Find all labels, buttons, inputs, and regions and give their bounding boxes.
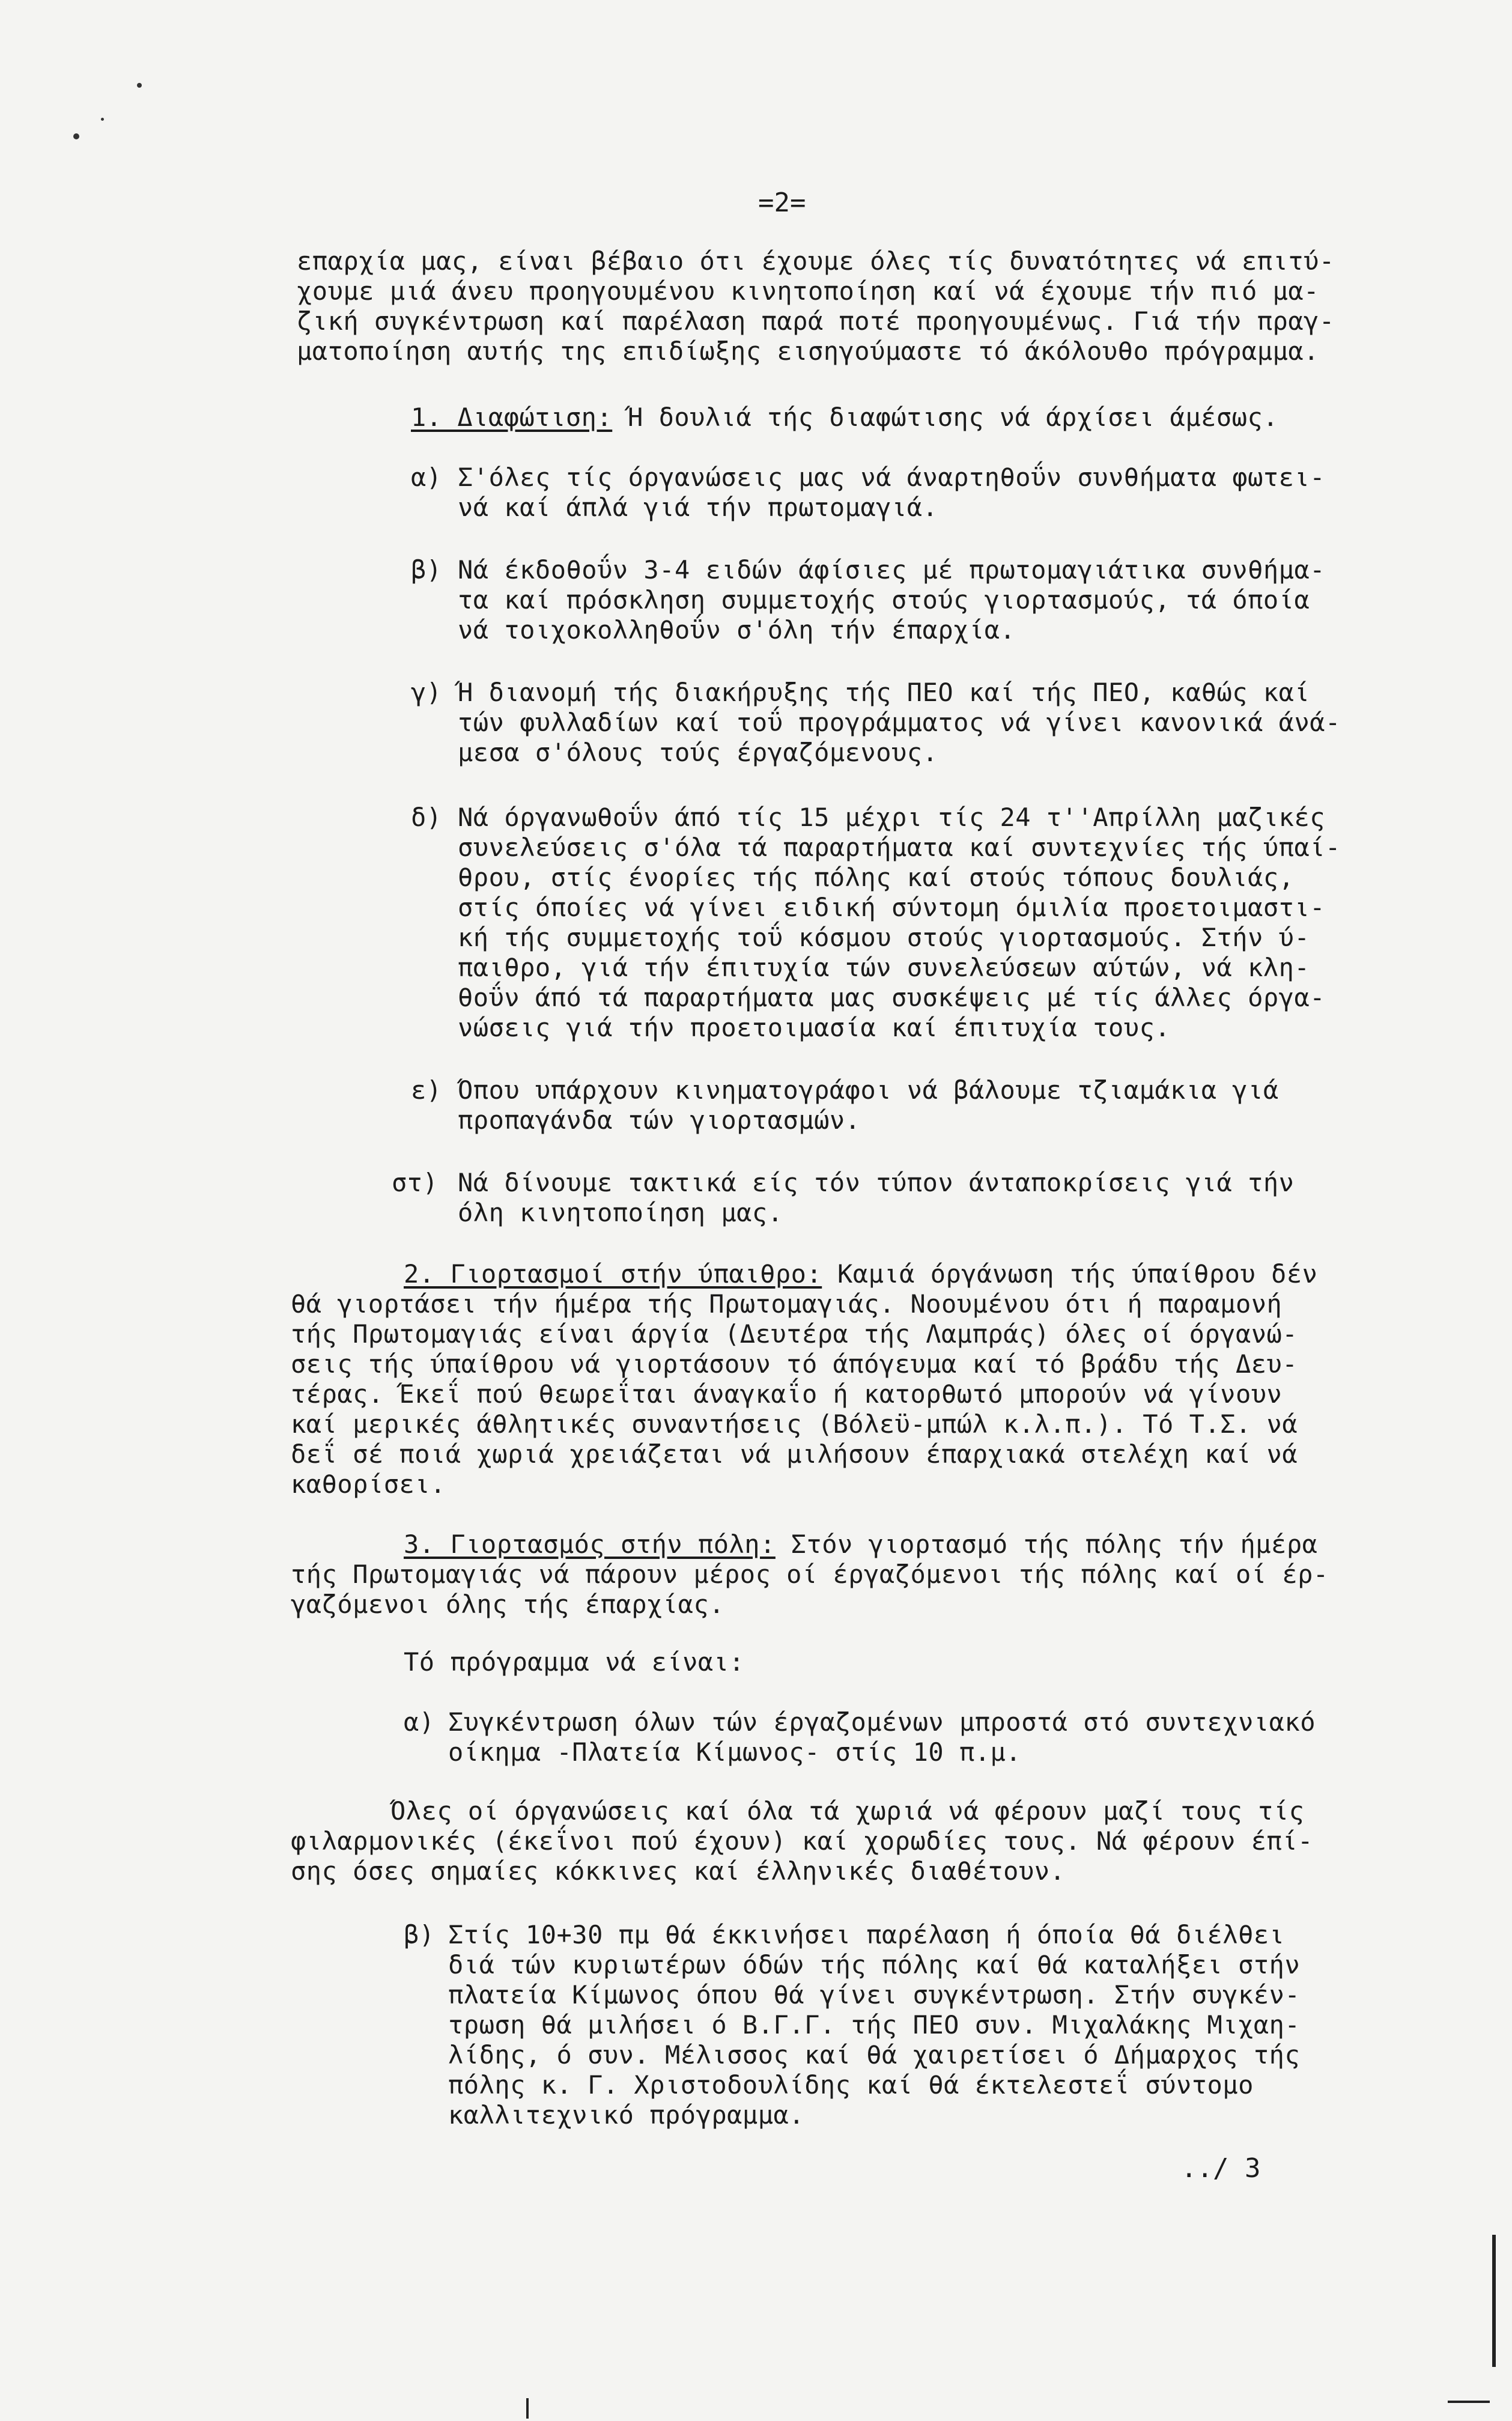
item-line: οίκημα -Πλατεία Κίμωνος- στίς 10 π.μ. — [448, 1737, 1022, 1767]
item-line: καλλιτεχνικό πρόγραμμα. — [448, 2100, 805, 2130]
intro-line: ματοποίηση αυτής της επιδίωξης εισηγούμαστε τό άκόλουθο πρόγραμμα. — [297, 336, 1319, 366]
section-2-heading: 2. Γιορτασμοί στήν ύπαιθρο: — [404, 1259, 822, 1289]
intro-line: χουμε μιά άνευ προηγουμένου κινητοποίηση καί νά έχουμε τήν πιό μα- — [297, 276, 1319, 306]
item-line: νώσεις γιά τήν προετοιμασία καί έπιτυχία τους. — [458, 1013, 1171, 1042]
scan-edge-mark — [526, 2398, 529, 2419]
item-line: θρου, στίς ένορίες τής πόλης καί στούς τόπους δουλιάς, — [458, 863, 1295, 892]
section-2-first-line — [404, 1259, 1317, 1289]
note-line: Όλες οί όργανώσεις καί όλα τά χωριά νά φέρουν μαζί τους τίς — [390, 1796, 1305, 1826]
item-line: Ή διανομή τής διακήρυξης τής ΠΕΟ καί τής ΠΕΟ, καθώς καί — [458, 678, 1310, 707]
scan-speck — [73, 133, 79, 139]
item-line: πόλης κ. Γ. Χριστοδουλίδης καί θά έκτελεστεΐ σύντομο — [448, 2070, 1254, 2100]
item-line: λίδης, ό συν. Μέλισσος καί θά χαιρετίσει ό Δήμαρχος τής — [448, 2040, 1301, 2070]
section-1-heading-line — [411, 402, 1278, 433]
item-line: στίς όποίες νά γίνει ειδική σύντομη όμιλία προετοιμαστι- — [458, 893, 1326, 922]
section-2-line: τέρας. Έκεΐ πού θεωρεΐται άναγκαΐο ή κατορθωτό μπορούν νά γίνουν — [291, 1379, 1283, 1409]
scan-edge-mark — [1448, 2401, 1490, 2403]
section-3-first-rest: Στόν γιορτασμό τής πόλης τήν ήμέρα — [775, 1529, 1318, 1559]
item-line: διά τών κυριωτέρων όδών τής πόλης καί θά καταλήξει στήν — [448, 1950, 1301, 1979]
item-marker: γ) — [411, 678, 442, 707]
item-line: νά καί άπλά γιά τήν πρωτομαγιά. — [458, 493, 938, 522]
item-line: Σ'όλες τίς όργανώσεις μας νά άναρτηθοΰν συνθήματα φωτει- — [458, 463, 1326, 492]
section-2-line: σεις τής ύπαίθρου νά γιορτάσουν τό άπόγευμα καί τό βράδυ τής Δευ- — [291, 1349, 1298, 1379]
section-3-line: γαζόμενοι όλης τής έπαρχίας. — [291, 1590, 725, 1619]
scan-speck — [101, 118, 104, 121]
note-line: φιλαρμονικές (έκεΐνοι πού έχουν) καί χορωδίες τους. Νά φέρουν έπί- — [291, 1826, 1313, 1856]
section-3-first-line — [404, 1529, 1317, 1560]
item-line: όλη κινητοποίηση μας. — [458, 1198, 783, 1227]
item-line: προπαγάνδα τών γιορτασμών. — [458, 1105, 861, 1135]
section-2-line: δεΐ σέ ποιά χωριά χρειάζεται νά μιλήσουν έπαρχιακά στελέχη καί νά — [291, 1439, 1298, 1469]
item-line: Νά δίνουμε τακτικά είς τόν τύπον άνταποκρίσεις γιά τήν — [458, 1168, 1295, 1197]
item-line: Συγκέντρωση όλων τών έργαζομένων μπροστά στό συντεχνιακό — [448, 1707, 1316, 1737]
scan-edge-mark — [1492, 2235, 1496, 2367]
section-2-line: καί μερικές άθλητικές συναντήσεις (Βόλεϋ-μπώλ κ.λ.π.). Τό Τ.Σ. νά — [291, 1409, 1298, 1439]
item-line: παιθρο, γιά τήν έπιτυχία τών συνελεύσεων αύτών, νά κλη- — [458, 953, 1310, 982]
item-marker: δ) — [411, 803, 442, 832]
item-line: μεσα σ'όλους τούς έργαζόμενους. — [458, 738, 938, 767]
item-line: κή τής συμμετοχής τοΰ κόσμου στούς γιορτασμούς. Στήν ύ- — [458, 923, 1310, 952]
section-2-line: τής Πρωτομαγιάς είναι άργία (Δευτέρα τής Λαμπράς) όλες οί όργανώ- — [291, 1319, 1298, 1349]
item-marker: α) — [411, 463, 442, 492]
item-line: συνελεύσεις σ'όλα τά παραρτήματα καί συντεχνίες τής ύπαί- — [458, 833, 1341, 862]
item-line: νά τοιχοκολληθοΰν σ'όλη τήν έπαρχία. — [458, 615, 1016, 645]
item-line: τα καί πρόσκληση συμμετοχής στούς γιορτασμούς, τά όποία — [458, 585, 1310, 615]
continuation-marker: ../ 3 — [1181, 2153, 1261, 2184]
intro-line: ζική συγκέντρωση καί παρέλαση παρά ποτέ προηγουμένως. Γιά τήν πραγ- — [297, 306, 1335, 336]
item-marker: ε) — [411, 1075, 442, 1105]
section-3-line: τής Πρωτομαγιάς νά πάρουν μέρος οί έργαζόμενοι τής πόλης καί οί έρ- — [291, 1560, 1329, 1589]
intro-line: επαρχία μας, είναι βέβαιο ότι έχουμε όλες τίς δυνατότητες νά επιτύ- — [297, 246, 1335, 276]
item-marker: β) — [404, 1920, 435, 1949]
item-line: Νά όργανωθοΰν άπό τίς 15 μέχρι τίς 24 τ''Απρίλλη μαζικές — [458, 803, 1326, 832]
note-line: σης όσες σημαίες κόκκινες καί έλληνικές διαθέτουν. — [291, 1856, 1066, 1886]
item-line: τών φυλλαδίων καί τοΰ προγράμματος νά γίνει κανονικά άνά- — [458, 708, 1341, 737]
page-number: =2= — [758, 187, 806, 218]
item-marker: α) — [404, 1707, 435, 1737]
item-line: θοΰν άπό τά παραρτήματα μας συσκέψεις μέ τίς άλλες όργα- — [458, 983, 1326, 1012]
section-2-line: καθορίσει. — [291, 1469, 446, 1499]
program-intro: Τό πρόγραμμα νά είναι: — [404, 1647, 745, 1677]
item-marker: στ) — [392, 1168, 439, 1197]
section-1-heading: 1. Διαφώτιση: — [411, 402, 613, 432]
scan-speck — [137, 83, 142, 88]
section-2-first-rest: Καμιά όργάνωση τής ύπαίθρου δέν — [822, 1259, 1318, 1289]
item-marker: β) — [411, 555, 442, 585]
section-3-heading: 3. Γιορτασμός στήν πόλη: — [404, 1529, 776, 1559]
item-line: Στίς 10+30 πμ θά έκκινήσει παρέλαση ή όποία θά διέλθει — [448, 1920, 1285, 1949]
section-2-line: θά γιορτάσει τήν ήμέρα τής Πρωτομαγιάς. Νοουμένου ότι ή παραμονή — [291, 1289, 1283, 1319]
section-1-heading-rest: Ή δουλιά τής διαφώτισης νά άρχίσει άμέσως. — [612, 402, 1279, 432]
item-line: τρωση θά μιλήσει ό Β.Γ.Γ. τής ΠΕΟ συν. Μιχαλάκης Μιχαη- — [448, 2010, 1301, 2040]
item-line: πλατεία Κίμωνος όπου θά γίνει συγκέντρωση. Στήν συγκέν- — [448, 1980, 1301, 2009]
item-line: Νά έκδοθοΰν 3-4 ειδών άφίσιες μέ πρωτομαγιάτικα συνθήμα- — [458, 555, 1326, 585]
item-line: Όπου υπάρχουν κινηματογράφοι νά βάλουμε τζιαμάκια γιά — [458, 1075, 1279, 1105]
